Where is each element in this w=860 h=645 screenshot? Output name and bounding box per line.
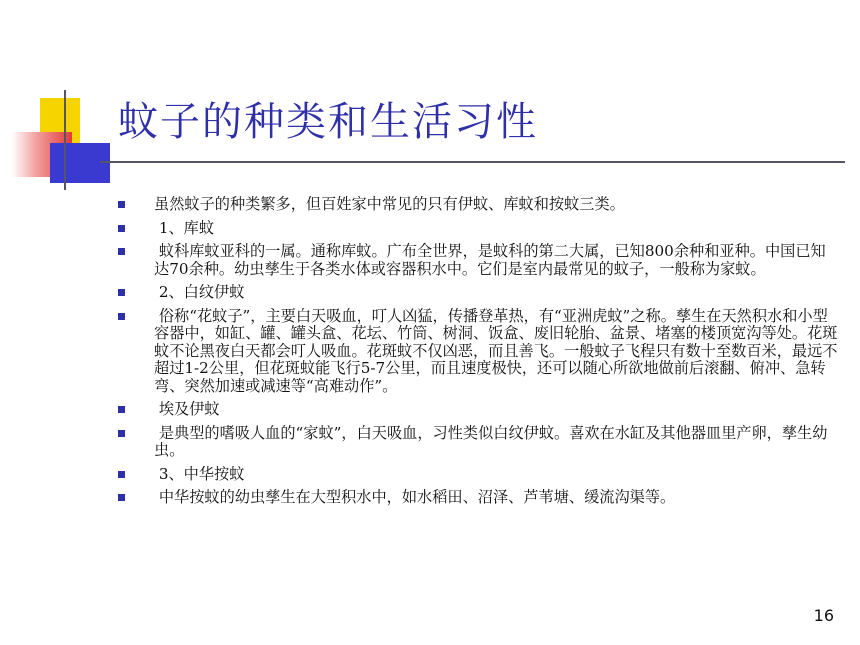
bullet-item (118, 243, 838, 278)
bullet-list (118, 196, 838, 513)
square-bullet-icon (118, 248, 125, 255)
square-bullet-icon (118, 406, 125, 413)
square-bullet-icon (118, 471, 125, 478)
page-number: 16 (813, 606, 834, 625)
bullet-item (118, 466, 838, 484)
bullet-text: 中华按蚊的幼虫孳生在大型积水中，如水稻田、沼泽、芦苇塘、缓流沟渠等。 (154, 488, 676, 506)
square-bullet-icon (118, 289, 125, 296)
bullet-text: 蚊科库蚊亚科的一属。通称库蚊。广布全世界，是蚊科的第二大属，已知800余种和亚种。中国已知达70余种。幼虫孳生于各类水体或容器积水中。它们是室内最常见的蚊子，一般称为家蚊。 (154, 242, 826, 278)
bullet-item (118, 425, 838, 460)
square-bullet-icon (118, 225, 125, 232)
bullet-text: 虽然蚊子的种类繁多，但百姓家中常见的只有伊蚊、库蚊和按蚊三类。 (154, 195, 625, 213)
title-underline (100, 161, 845, 163)
bullet-text: 1、库蚊 (154, 218, 215, 237)
bullet-text: 俗称“花蚊子”，主要白天吸血，叮人凶猛，传播登革热，有“亚洲虎蚊”之称。孳生在天然积水和小型容器中，如缸、罐、罐头盒、花坛、竹筒、树洞、饭盒、废旧轮胎、盆景、堵塞的楼顶宽沟等处。花斑蚊不论黑夜白天都会叮人吸血。花斑蚊不仅凶恶，而且善飞。一般蚊子飞程只有数十至数百米，最远不超过1-2公里，但花斑蚊能飞行5-7公里，而且速度极快，还可以随心所欲地做前后滚翻、俯冲、急转弯、突然加速或减速等“高难动作”。 (154, 306, 838, 395)
square-bullet-icon (118, 494, 125, 501)
bullet-item (118, 220, 838, 238)
bullet-item (118, 196, 838, 214)
bullet-text: 埃及伊蚊 (154, 400, 220, 418)
decorative-blue-square (50, 143, 110, 183)
bullet-item (118, 489, 838, 507)
decorative-vertical-line (64, 90, 66, 190)
square-bullet-icon (118, 430, 125, 437)
bullet-item (118, 401, 838, 419)
bullet-text: 2、白纹伊蚊 (154, 283, 245, 301)
slide-title: 蚊子的种类和生活习性 (118, 99, 538, 145)
square-bullet-icon (118, 313, 125, 320)
bullet-text: 是典型的嗜吸人血的“家蚊”，白天吸血，习性类似白纹伊蚊。喜欢在水缸及其他器皿里产卵，孳生幼虫。 (154, 423, 828, 459)
bullet-item (118, 284, 838, 302)
square-bullet-icon (118, 201, 125, 208)
bullet-item (118, 308, 838, 396)
bullet-text: 3、中华按蚊 (154, 464, 245, 483)
